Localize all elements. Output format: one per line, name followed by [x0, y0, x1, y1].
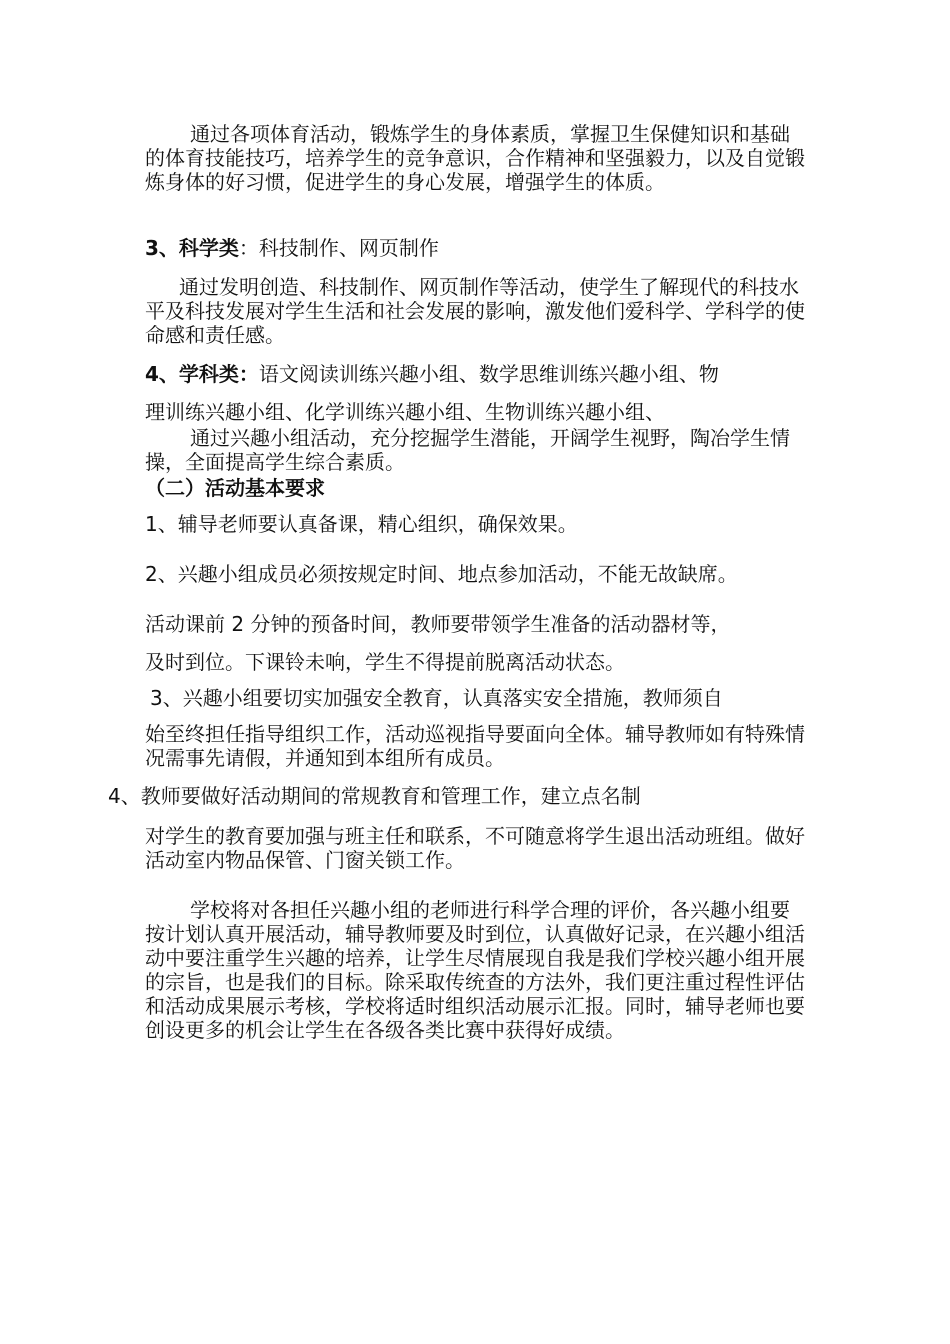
rule-2-number: 2 [145, 562, 158, 586]
rule-2-detail [145, 612, 730, 636]
rule-1-text: 、辅导老师要认真备课，精心组织，确保效果。 [157, 512, 578, 536]
rule-2-detail-number: 2 [231, 612, 245, 636]
paragraph-sports: 通过各项体育活动，锻炼学生的身体素质，掌握卫生保健知识和基础的体育技能技巧，培养学生的竞争意识，合作精神和坚强毅力，以及自觉锻炼身体的好习惯，促进学生的身心发展，增强学生的体质。 [145, 122, 805, 194]
rule-4-text: 、教师要做好活动期间的常规教育和管理工作，建立点名制 [120, 784, 641, 808]
heading-science-colon: ： [238, 236, 259, 260]
paragraph-science: 通过发明创造、科技制作、网页制作等活动，使学生了解现代的科技水平及科技发展对学生生活和社会发展的影响，激发他们爱科学、学科学的使命感和责任感。 [145, 275, 805, 347]
rule-1 [145, 512, 578, 536]
heading-science-label: 、科学类 [158, 236, 239, 260]
heading-science-number: 3 [145, 236, 159, 260]
rule-2-text: 、兴趣小组成员必须按规定时间、地点参加活动，不能无故缺席。 [157, 562, 738, 586]
rule-4 [108, 784, 641, 808]
heading-subjects-label: 、学科类： [158, 362, 259, 386]
rule-3-number: 3 [150, 686, 163, 710]
heading-science [145, 236, 439, 260]
paragraph-evaluation: 学校将对各担任兴趣小组的老师进行科学合理的评价，各兴趣小组要按计划认真开展活动，辅导教师要及时到位，认真做好记录，在兴趣小组活动中要注重学生兴趣的培养，让学生尽情展现自我是我们学校兴趣小组开展的宗旨，也是我们的目标。除采取传统查的方法外，我们更注重过程性评估和活动成果展示考核，学校将适时组织活动展示汇报。同时，辅导老师也要创设更多的机会让学生在各级各类比赛中获得好成绩。 [145, 898, 805, 1042]
rule-4-continuation: 对学生的教育要加强与班主任和联系，不可随意将学生退出活动班组。做好活动室内物品保管、门窗关锁工作。 [145, 824, 805, 872]
heading-science-text: 科技制作、网页制作 [258, 236, 439, 260]
rule-3 [150, 686, 723, 710]
section-title-requirements: （二）活动基本要求 [145, 476, 325, 500]
rule-2-detail-post: 分钟的预备时间，教师要带领学生准备的活动器材等， [244, 612, 731, 636]
heading-subjects [145, 362, 719, 386]
rule-1-number: 1 [145, 512, 158, 536]
rule-2-detail-pre: 活动课前 [145, 612, 232, 636]
rule-2-detail-2: 及时到位。下课铃未响，学生不得提前脱离活动状态。 [145, 650, 625, 674]
rule-3-text: 、兴趣小组要切实加强安全教育，认真落实安全措施，教师须自 [162, 686, 723, 710]
heading-subjects-number: 4 [145, 362, 159, 386]
rule-3-continuation: 始至终担任指导组织工作，活动巡视指导要面向全体。辅导教师如有特殊情况需事先请假，并通知到本组所有成员。 [145, 722, 805, 770]
rule-4-number: 4 [108, 784, 121, 808]
rule-2 [145, 562, 738, 586]
heading-subjects-continuation: 理训练兴趣小组、化学训练兴趣小组、生物训练兴趣小组、 [145, 400, 665, 424]
paragraph-subjects: 通过兴趣小组活动，充分挖掘学生潜能，开阔学生视野，陶冶学生情操，全面提高学生综合素质。 [145, 426, 790, 474]
heading-subjects-text-line1: 语文阅读训练兴趣小组、数学思维训练兴趣小组、物 [258, 362, 719, 386]
